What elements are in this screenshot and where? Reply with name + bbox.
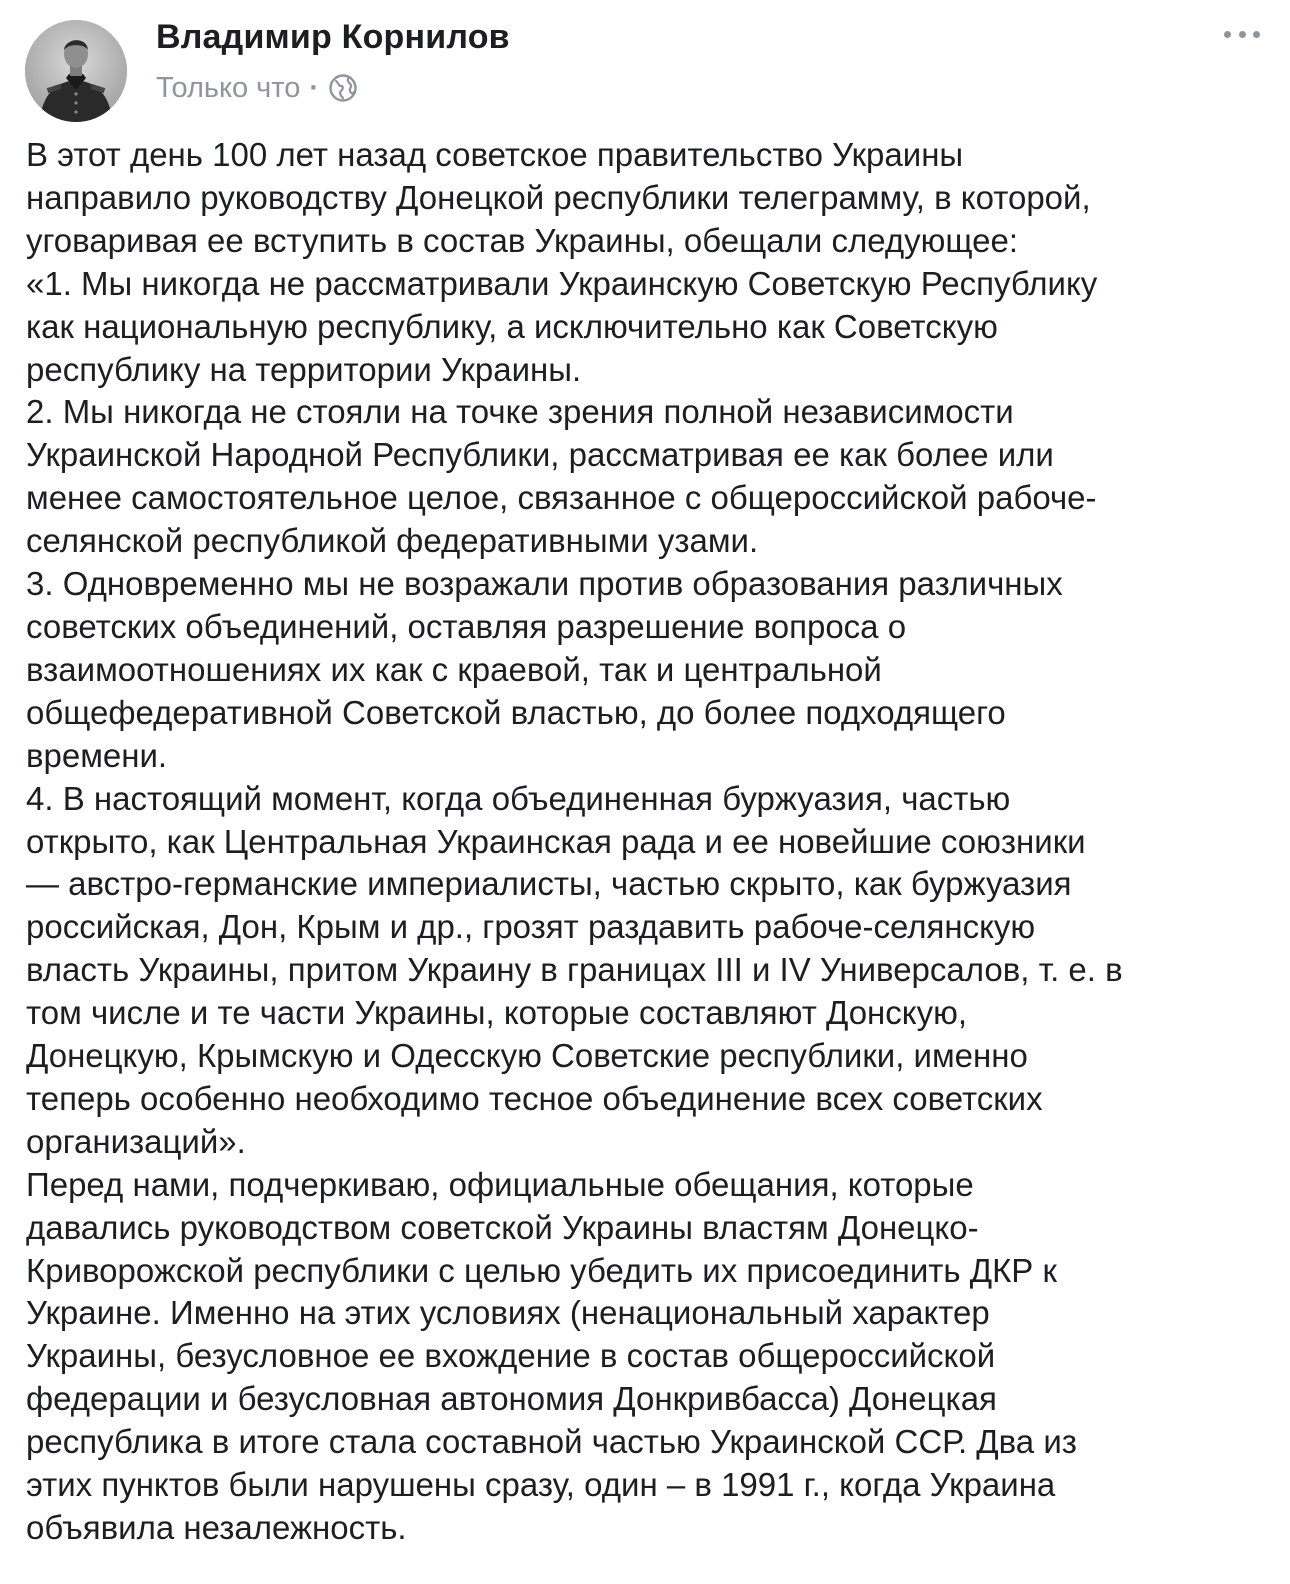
more-dot — [1239, 31, 1246, 38]
post-text-line: Криворожской республики с целью убедить их присоединить ДКР к — [26, 1251, 1057, 1289]
post-text-line: власть Украины, притом Украину в границах III и IV Универсалов, т. е. в — [26, 951, 1123, 989]
post-text-line: Украины, безусловное ее вхождение в состав общероссийской — [26, 1337, 996, 1375]
post-text-line: федерации и безусловная автономия Донкривбасса) Донецкая — [26, 1380, 997, 1418]
post-text-line: В этот день 100 лет назад советское правительство Украины — [26, 136, 964, 173]
post-meta — [156, 70, 358, 106]
post-text-line: давались руководством советской Украины властям Донецко- — [26, 1208, 979, 1246]
post-text-line: селянской республикой федеративными узами. — [26, 522, 759, 560]
post-text-line: Украине. Именно на этих условиях (ненациональный характер — [26, 1294, 990, 1332]
avatar-photo — [25, 20, 127, 122]
more-dot — [1253, 31, 1260, 38]
post-text-line: организаций». — [26, 1122, 246, 1160]
post-text-line: открыто, как Центральная Украинская рада и ее новейшие союзники — [26, 822, 1086, 860]
post-text-line: «1. Мы никогда не рассматривали Украинскую Советскую Республику — [26, 264, 1098, 302]
post-text-line: 2. Мы никогда не стояли на точке зрения полной независимости — [26, 393, 1014, 431]
post-text-line: 4. В настоящий момент, когда объединенная буржуазия, частью — [26, 779, 1011, 817]
post-timestamp[interactable]: Только что — [156, 71, 301, 104]
post-text-line: республика в итоге стала составной частью Украинской ССР. Два из — [26, 1423, 1077, 1461]
post-text-line: объявила незалежность. — [26, 1509, 407, 1546]
more-dot — [1224, 31, 1231, 38]
post-text-line: взаимоотношениях их как с краевой, так и центральной — [26, 650, 882, 688]
post-text-line: 3. Одновременно мы не возражали против образования различных — [26, 565, 1063, 603]
post-text-line: российская, Дон, Крым и др., грозят раздавить рабоче-селянскую — [26, 908, 1036, 946]
post-text-line: как национальную республику, а исключительно как Советскую — [26, 307, 998, 345]
author-name[interactable]: Владимир Корнилов — [156, 18, 510, 56]
more-options-icon[interactable] — [1224, 26, 1260, 42]
post-text-line: Украинской Народной Республики, рассматривая ее как более или — [26, 436, 1054, 474]
author-avatar[interactable] — [25, 20, 127, 122]
post-text-line: общефедеративной Советской властью, до более подходящего — [26, 693, 1006, 731]
post-text-line: времени. — [26, 736, 168, 774]
post-body-text — [26, 134, 1266, 1550]
globe-icon[interactable] — [328, 73, 358, 103]
post-text-line: — австро-германские империалисты, частью скрыто, как буржуазия — [26, 865, 1072, 903]
post-text-line: Перед нами, подчеркиваю, официальные обещания, которые — [26, 1165, 974, 1203]
post-text-line: этих пунктов были нарушены сразу, один – в 1991 г., когда Украина — [26, 1466, 1056, 1504]
post-text-line: теперь особенно необходимо тесное объединение всех советских — [26, 1079, 1043, 1117]
post-text-line: республику на территории Украины. — [26, 350, 582, 388]
post-text-line: уговаривая ее вступить в состав Украины, обещали следующее: — [26, 221, 1019, 259]
post-text-line: том числе и те части Украины, которые составляют Донскую, — [26, 994, 967, 1032]
post-text-line: направило руководству Донецкой республики телеграмму, в которой, — [26, 178, 1091, 216]
post-text-line: Донецкую, Крымскую и Одесскую Советские республики, именно — [26, 1037, 1028, 1075]
post-text-line: менее самостоятельное целое, связанное с общероссийской рабоче- — [26, 479, 1097, 517]
post-text-line: советских объединений, оставляя разрешение вопроса о — [26, 607, 907, 645]
meta-separator: · — [309, 71, 320, 104]
